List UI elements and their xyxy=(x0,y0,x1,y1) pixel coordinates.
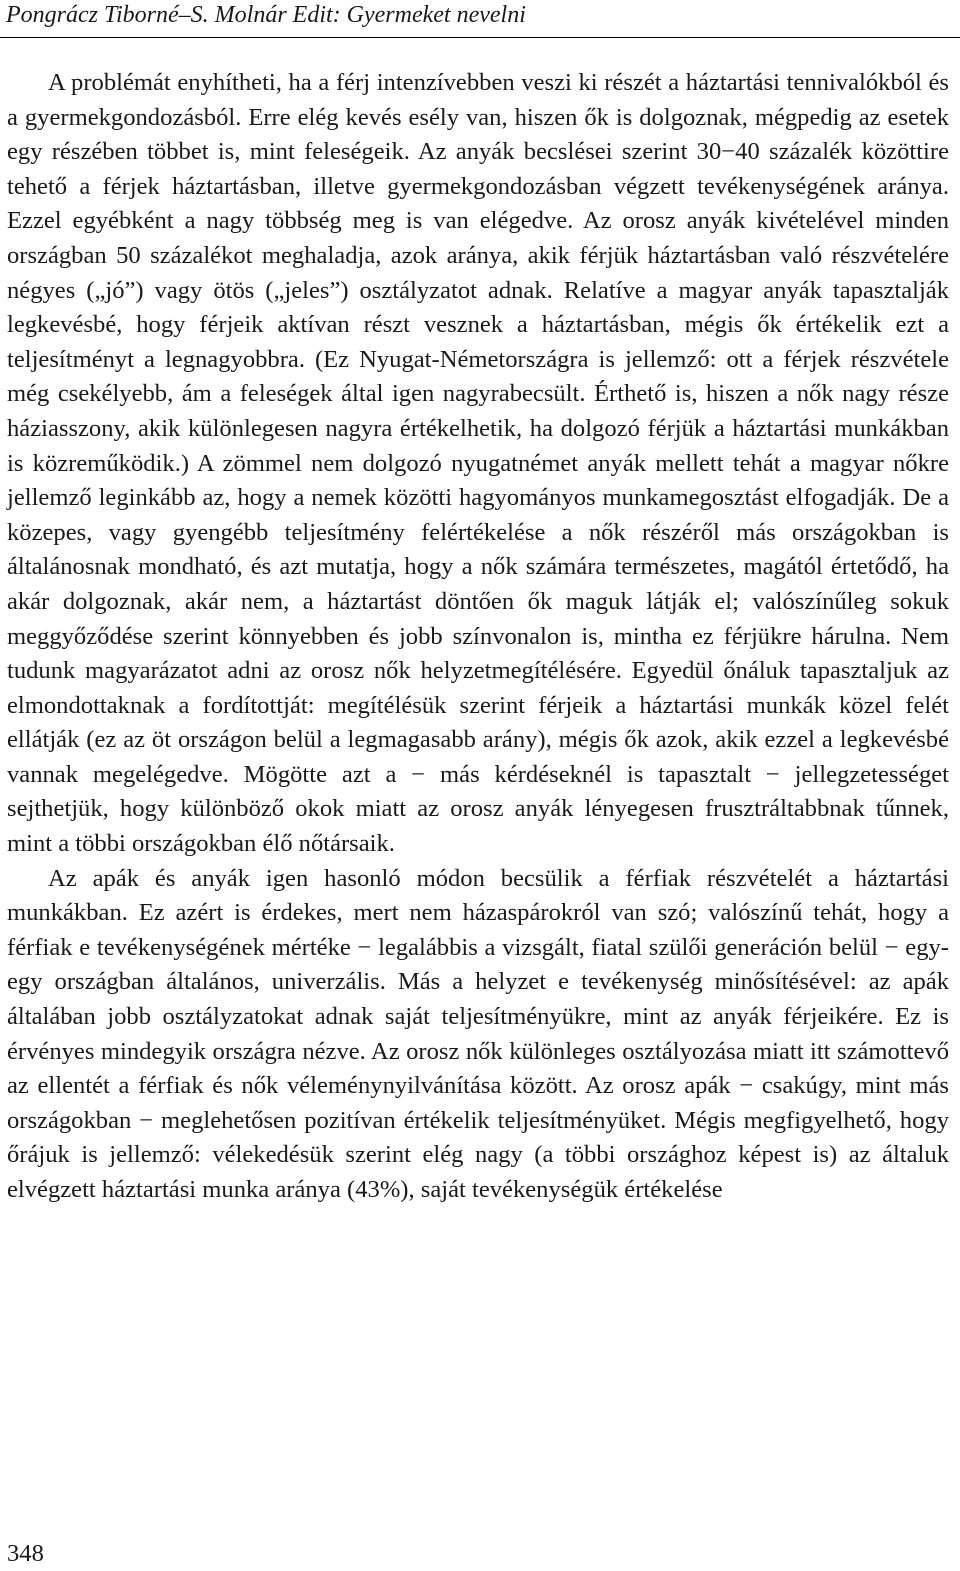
running-header: Pongrácz Tiborné–S. Molnár Edit: Gyermeket nevelni xyxy=(6,2,526,28)
paragraph-2: Az apák és anyák igen hasonló módon becsülik a férfiak részvételét a háztartási munkákban. Ez azért is érdekes, mert nem házaspárokról van szó; valószínű tehát, hogy a férfiak e tevékenységének mértéke − legalábbis a vizsgált, fiatal szülői generáción belül − egy-egy országban általános, univerzális. Más a helyzet e tevékenység minősítésével: az apák általában jobb osztályzatokat adnak saját teljesítményükre, mint az anyák férjeikére. Ez is érvényes mindegyik országra nézve. Az orosz nők különleges osztályozása miatt itt számottevő az ellentét a férfiak és nők véleménynyilvánítása között. Az orosz apák − csakúgy, mint más országokban − meglehetősen pozitívan értékelik teljesítményüket. Mégis megfigyelhető, hogy őrájuk is jellemző: vélekedésük szerint elég nagy (a többi országhoz képest is) az általuk elvégzett háztartási munka aránya (43%), saját tevékenységük értékelése xyxy=(7,864,949,1203)
page-number: 348 xyxy=(7,1540,44,1567)
header-rule xyxy=(0,37,960,38)
body-text xyxy=(7,66,949,1208)
paragraph-1: A problémát enyhítheti, ha a férj intenzívebben veszi ki részét a háztartási tennivalókból és a gyermekgondozásból. Erre elég kevés esély van, hiszen ők is dolgoznak, mégpedig az esetek egy részében többet is, mint feleségeik. Az anyák becslései szerint 30−40 százalék közöttire tehető a férjek háztartásban, illetve gyermekgondozásban végzett tevékenységének aránya. Ezzel egyébként a nagy többség meg is van elégedve. Az orosz anyák kivételével minden országban 50 százalékot meghaladja, azok aránya, akik férjük háztartásban való részvételére négyes („jó”) vagy ötös („jeles”) osztályzatot adnak. Relatíve a magyar anyák tapasztalják legkevésbé, hogy férjeik aktívan részt vesznek a háztartásban, mégis ők értékelik ezt a teljesítményt a legnagyobbra. (Ez Nyugat-Németországra is jellemző: ott a férjek részvétele még csekélyebb, ám a feleségek által igen nagyrabecsült. Érthető is, hiszen a nők nagy része háziasszony, akik különlegesen nagyra értékelhetik, ha dolgozó férjük a háztartási munkákban is közreműködik.) A zömmel nem dolgozó nyugatnémet anyák mellett tehát a magyar nőkre jellemző leginkább az, hogy a nemek közötti hagyományos munkamegosztást elfogadják. De a közepes, vagy gyengébb teljesítmény felértékelése a nők részéről más országokban is általánosnak mondható, és azt mutatja, hogy a nők számára természetes, magától értetődő, ha akár dolgoznak, akár nem, a háztartást döntően ők maguk látják el; valószínűleg sokuk meggyőződése szerint könnyebben és jobb színvonalon is, mintha ez férjükre hárulna. Nem tudunk magyarázatot adni az orosz nők helyzetmegítélésére. Egyedül őnáluk tapasztaljuk az elmondottaknak a fordítottját: megítélésük szerint férjeik a háztartási munkák közel felét ellátják (ez az öt országon belül a legmagasabb arány), mégis ők azok, akik ezzel a legkevésbé vannak megelégedve. Mögötte azt a − más kérdéseknél is tapasztalt − jellegzetességet sejthetjük, hogy különböző okok miatt az orosz anyák lényegesen frusztráltabbnak tűnnek, mint a többi országokban élő nőtársaik. xyxy=(7,69,949,858)
